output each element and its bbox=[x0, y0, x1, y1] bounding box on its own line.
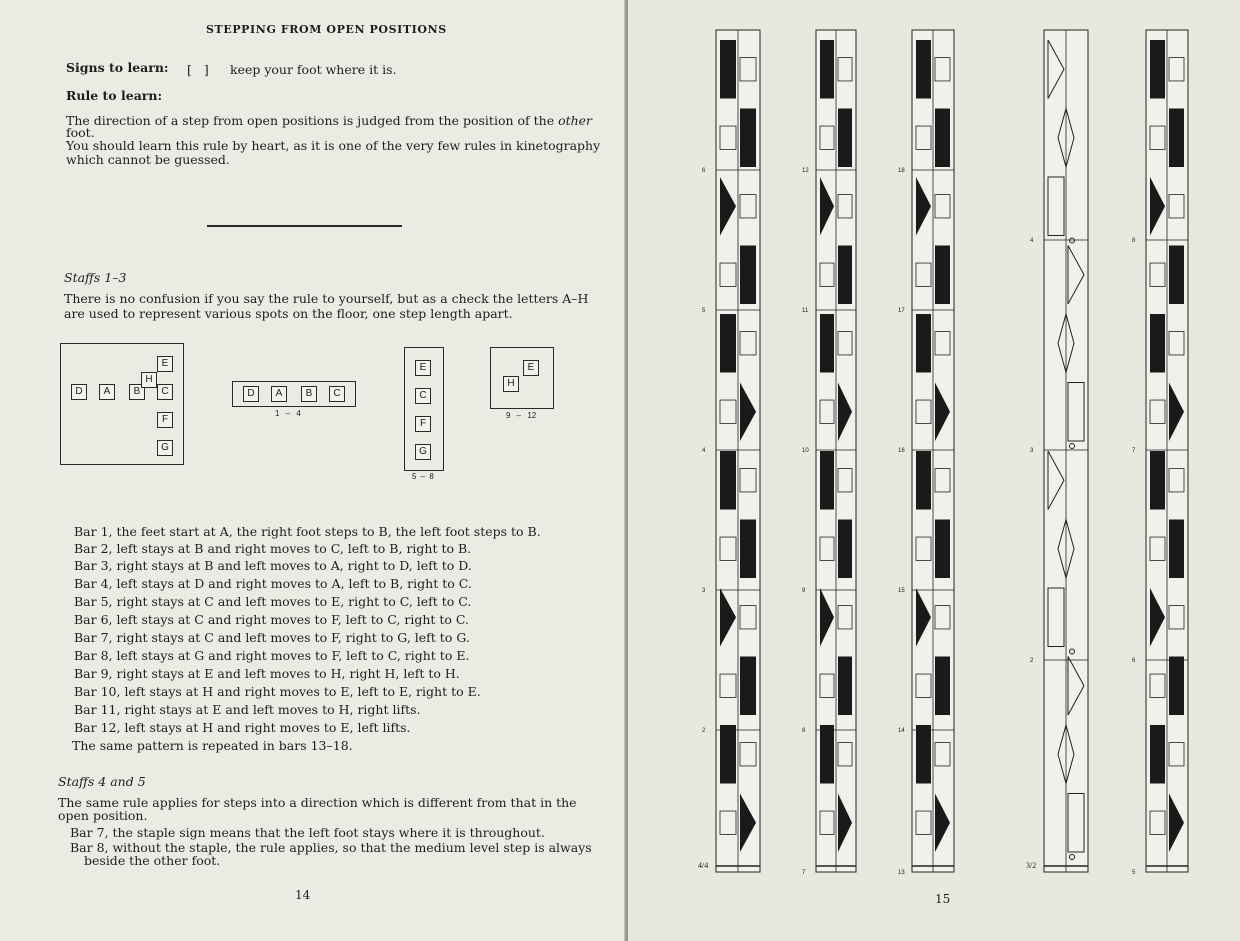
bar-line: Bar 5, right stays at C and left moves to E, right to C, left to C. bbox=[74, 594, 472, 609]
spot-F: F bbox=[157, 412, 173, 428]
spot-F: F bbox=[415, 416, 431, 432]
rule-heading: Rule to learn: bbox=[66, 88, 163, 103]
direction-symbol bbox=[935, 657, 950, 716]
bar-number: 5 bbox=[1132, 870, 1136, 876]
bar-line: Bar 3, right stays at B and left moves to A, right to D, left to D. bbox=[74, 558, 472, 573]
spot-D: D bbox=[71, 384, 87, 400]
right-page bbox=[628, 0, 1240, 941]
direction-symbol bbox=[838, 109, 852, 168]
direction-symbol bbox=[720, 40, 736, 99]
bar-line: Bar 4, left stays at D and right moves to A, left to B, right to C. bbox=[74, 576, 472, 591]
staffs-text-2-line-4: Bar 8, without the staple, the rule applies, so that the medium level step is always bbox=[70, 840, 592, 855]
bar-number: 2 bbox=[702, 728, 706, 734]
spot-C: C bbox=[157, 384, 173, 400]
sign-text: keep your foot where it is. bbox=[230, 62, 397, 77]
direction-symbol bbox=[1150, 314, 1165, 373]
staffs-text-2-line-5: beside the other foot. bbox=[84, 853, 221, 868]
time-signature: 4/4 bbox=[698, 861, 709, 870]
bar-number: 3 bbox=[1030, 448, 1034, 454]
caption-1-4: 1 – 4 bbox=[275, 409, 301, 418]
floor-diagram-5-8 bbox=[404, 347, 444, 471]
spot-C: C bbox=[415, 388, 431, 404]
direction-symbol bbox=[820, 40, 834, 99]
page-number-right: 15 bbox=[935, 892, 951, 906]
direction-symbol bbox=[916, 314, 931, 373]
spot-B: B bbox=[129, 384, 145, 400]
bar-number: 17 bbox=[898, 308, 905, 314]
floor-diagram-full bbox=[60, 343, 184, 465]
staffs-text-1-line-1: There is no confusion if you say the rule to yourself, but as a check the letters A–H bbox=[64, 291, 589, 306]
kinetography-staffs bbox=[628, 0, 1240, 941]
rule-line-1: The direction of a step from open positions is judged from the position of the other bbox=[66, 113, 593, 128]
bar-line: Bar 8, left stays at G and right moves to F, left to C, right to E. bbox=[74, 648, 470, 663]
page-number-left: 14 bbox=[295, 888, 311, 902]
direction-symbol bbox=[740, 109, 756, 168]
bar-number: 13 bbox=[898, 870, 905, 876]
spot-E: E bbox=[415, 360, 431, 376]
direction-symbol bbox=[838, 657, 852, 716]
spot-A: A bbox=[271, 386, 287, 402]
bar-line: Bar 2, left stays at B and right moves to C, left to B, right to B. bbox=[74, 541, 472, 556]
caption-5-8: 5 – 8 bbox=[412, 472, 434, 481]
direction-symbol bbox=[720, 725, 736, 784]
direction-symbol bbox=[1169, 109, 1184, 168]
bar-number: 3 bbox=[702, 588, 706, 594]
direction-symbol bbox=[1169, 657, 1184, 716]
bar-number: 4 bbox=[1030, 238, 1034, 244]
direction-symbol bbox=[838, 520, 852, 579]
rule-line-4: which cannot be guessed. bbox=[66, 152, 230, 167]
rule-line-3: You should learn this rule by heart, as it is one of the very few rules in kinetography bbox=[66, 138, 601, 153]
bar-number: 16 bbox=[898, 448, 905, 454]
bar-line: Bar 11, right stays at E and left moves to H, right lifts. bbox=[74, 702, 421, 717]
direction-symbol bbox=[720, 314, 736, 373]
spot-G: G bbox=[157, 440, 173, 456]
bar-line: The same pattern is repeated in bars 13–18. bbox=[72, 738, 353, 753]
bar-number: 5 bbox=[702, 308, 706, 314]
divider-rule bbox=[207, 225, 402, 227]
spot-D: D bbox=[243, 386, 259, 402]
direction-symbol bbox=[838, 246, 852, 305]
floor-diagram-1-4 bbox=[232, 381, 356, 407]
bar-number: 15 bbox=[898, 588, 905, 594]
direction-symbol bbox=[820, 451, 834, 510]
direction-symbol bbox=[935, 109, 950, 168]
spot-E: E bbox=[523, 360, 539, 376]
bar-number: 7 bbox=[1132, 448, 1136, 454]
bar-number: 8 bbox=[1132, 238, 1136, 244]
spot-E: E bbox=[157, 356, 173, 372]
direction-symbol bbox=[740, 246, 756, 305]
spot-H: H bbox=[141, 372, 157, 388]
direction-symbol bbox=[916, 451, 931, 510]
bar-number: 14 bbox=[898, 728, 905, 734]
direction-symbol bbox=[1150, 40, 1165, 99]
bar-line: Bar 10, left stays at H and right moves to E, left to E, right to E. bbox=[74, 684, 481, 699]
staffs-text-2-line-3: Bar 7, the staple sign means that the left foot stays where it is throughout. bbox=[70, 825, 545, 840]
staffs-heading-2: Staffs 4 and 5 bbox=[58, 774, 146, 789]
direction-symbol bbox=[1150, 725, 1165, 784]
spot-A: A bbox=[99, 384, 115, 400]
direction-symbol bbox=[1150, 451, 1165, 510]
bar-number: 11 bbox=[802, 308, 809, 314]
rule-line-2: foot. bbox=[66, 125, 95, 140]
bar-number: 8 bbox=[802, 728, 806, 734]
time-signature: 3/2 bbox=[1026, 861, 1037, 870]
staffs-heading-1: Staffs 1–3 bbox=[64, 270, 127, 285]
staffs-text-2-line-1: The same rule applies for steps into a direction which is different from that in the bbox=[58, 795, 577, 810]
bar-number: 4 bbox=[702, 448, 706, 454]
direction-symbol bbox=[916, 725, 931, 784]
spot-H: H bbox=[503, 376, 519, 392]
bar-line: Bar 12, left stays at H and right moves to E, left lifts. bbox=[74, 720, 411, 735]
direction-symbol bbox=[740, 520, 756, 579]
spot-B: B bbox=[301, 386, 317, 402]
direction-symbol bbox=[1169, 246, 1184, 305]
direction-symbol bbox=[720, 451, 736, 510]
spot-C: C bbox=[329, 386, 345, 402]
bar-line: Bar 1, the feet start at A, the right foot steps to B, the left foot steps to B. bbox=[74, 524, 541, 539]
spot-G: G bbox=[415, 444, 431, 460]
bar-number: 9 bbox=[802, 588, 806, 594]
bar-line: Bar 7, right stays at C and left moves to F, right to G, left to G. bbox=[74, 630, 470, 645]
floor-diagram-9-12 bbox=[490, 347, 554, 409]
bar-number: 6 bbox=[1132, 658, 1136, 664]
direction-symbol bbox=[935, 520, 950, 579]
bar-line: Bar 9, right stays at E and left moves to H, right H, left to H. bbox=[74, 666, 460, 681]
sign-glyph: [ ] bbox=[187, 62, 209, 77]
direction-symbol bbox=[820, 314, 834, 373]
bar-number: 2 bbox=[1030, 658, 1034, 664]
bar-number: 6 bbox=[702, 168, 706, 174]
direction-symbol bbox=[916, 40, 931, 99]
running-title: STEPPING FROM OPEN POSITIONS bbox=[206, 23, 447, 36]
bar-number: 18 bbox=[898, 168, 905, 174]
bar-number: 7 bbox=[802, 870, 806, 876]
staffs-text-1-line-2: are used to represent various spots on the floor, one step length apart. bbox=[64, 306, 513, 321]
direction-symbol bbox=[935, 246, 950, 305]
bar-line: Bar 6, left stays at C and right moves to F, left to C, right to C. bbox=[74, 612, 469, 627]
bar-number: 12 bbox=[802, 168, 809, 174]
direction-symbol bbox=[1169, 520, 1184, 579]
bar-number: 10 bbox=[802, 448, 809, 454]
direction-symbol bbox=[740, 657, 756, 716]
signs-label: Signs to learn: bbox=[66, 60, 169, 75]
staffs-text-2-line-2: open position. bbox=[58, 808, 148, 823]
caption-9-12: 9 – 12 bbox=[506, 411, 537, 420]
direction-symbol bbox=[820, 725, 834, 784]
